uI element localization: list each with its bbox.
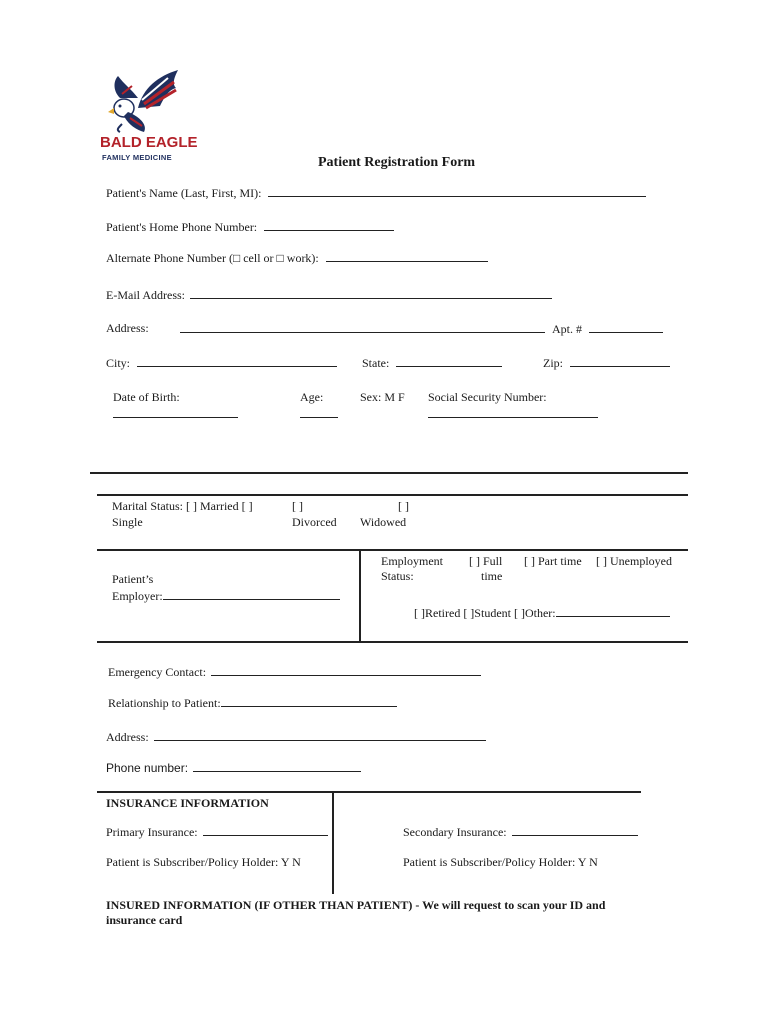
- address-line[interactable]: [180, 321, 545, 333]
- emergency-contact-line[interactable]: [211, 664, 481, 676]
- state-label: State:: [362, 356, 390, 370]
- patient-name-label: Patient's Name (Last, First, MI):: [106, 186, 262, 200]
- marital-divorced: Divorced: [292, 515, 337, 529]
- sex-label[interactable]: Sex: M F: [360, 390, 405, 404]
- divider: [332, 791, 334, 894]
- address-label: Address:: [106, 321, 149, 335]
- city-line[interactable]: [137, 355, 337, 367]
- relationship-line[interactable]: [221, 695, 397, 707]
- divider: [97, 641, 688, 643]
- logo-name: BALD EAGLE: [100, 134, 198, 151]
- dob-line[interactable]: [113, 406, 238, 418]
- divider: [97, 494, 688, 496]
- divider: [359, 549, 361, 642]
- employment-status-label-2: Status:: [381, 569, 414, 583]
- secondary-insurance-field[interactable]: [403, 824, 638, 840]
- alt-phone-line[interactable]: [326, 250, 488, 262]
- employment-status-label-1: Employment: [381, 554, 443, 568]
- address-field[interactable]: [180, 321, 663, 337]
- relationship-label: Relationship to Patient:: [108, 696, 221, 710]
- divorced-checkbox[interactable]: [ ]: [292, 499, 303, 513]
- patient-name-line[interactable]: [268, 185, 646, 197]
- patient-name-field[interactable]: [106, 185, 646, 201]
- secondary-insurance-line[interactable]: [512, 824, 638, 836]
- primary-insurance-line[interactable]: [203, 824, 328, 836]
- apt-line[interactable]: [589, 321, 663, 333]
- emergency-phone-label: Phone number:: [106, 761, 189, 775]
- widowed-checkbox[interactable]: [ ]: [398, 499, 409, 513]
- full-time-checkbox[interactable]: [ ] Full: [469, 554, 503, 568]
- part-time-checkbox[interactable]: [ ] Part time: [524, 554, 582, 568]
- other-options[interactable]: [414, 605, 670, 621]
- eagle-icon: [98, 68, 188, 138]
- employer-field[interactable]: [112, 588, 340, 604]
- employer-line[interactable]: [163, 588, 340, 600]
- emergency-contact-label: Emergency Contact:: [108, 665, 207, 679]
- alt-phone-field[interactable]: [106, 250, 488, 266]
- city-label: City:: [106, 356, 131, 370]
- marital-single: Single: [112, 515, 143, 529]
- insured-heading: INSURED INFORMATION (IF OTHER THAN PATIENT) - We will request to scan your ID and: [106, 898, 606, 912]
- form-title: Patient Registration Form: [318, 155, 476, 170]
- logo-subtitle: FAMILY MEDICINE: [102, 153, 172, 162]
- divider: [97, 549, 688, 551]
- emergency-address-line[interactable]: [154, 729, 486, 741]
- dob-label: Date of Birth:: [113, 390, 180, 404]
- unemployed-checkbox[interactable]: [ ] Unemployed: [596, 554, 672, 568]
- other-options-label[interactable]: [ ]Retired [ ]Student [ ]Other:: [414, 606, 556, 620]
- ssn-label: Social Security Number:: [428, 390, 547, 404]
- zip-label: Zip:: [543, 356, 563, 370]
- full-time-label-2: time: [481, 569, 503, 583]
- marital-status-label[interactable]: Marital Status: [ ] Married [ ]: [112, 499, 253, 513]
- zip-field[interactable]: [543, 355, 670, 371]
- insured-heading-cont: insurance card: [106, 913, 183, 927]
- email-line[interactable]: [190, 287, 552, 299]
- emergency-phone-line[interactable]: [193, 760, 361, 772]
- zip-line[interactable]: [570, 355, 670, 367]
- marital-widowed: Widowed: [360, 515, 407, 529]
- home-phone-field[interactable]: [106, 219, 394, 235]
- divider: [97, 791, 641, 793]
- relationship-field[interactable]: [108, 695, 397, 711]
- email-label: E-Mail Address:: [106, 288, 185, 302]
- emergency-address-field[interactable]: [106, 729, 486, 745]
- other-line[interactable]: [556, 605, 670, 617]
- insurance-heading: INSURANCE INFORMATION: [106, 796, 269, 810]
- age-label: Age:: [300, 390, 324, 404]
- divider: [90, 472, 688, 474]
- primary-policy-holder[interactable]: Patient is Subscriber/Policy Holder: Y N: [106, 855, 301, 869]
- emergency-phone-field[interactable]: [106, 760, 361, 775]
- emergency-contact-field[interactable]: [108, 664, 481, 680]
- primary-insurance-label: Primary Insurance:: [106, 825, 198, 839]
- primary-insurance-field[interactable]: [106, 824, 328, 840]
- employer-label-1: Patient’s: [112, 572, 154, 586]
- email-field[interactable]: [106, 287, 552, 303]
- secondary-insurance-label: Secondary Insurance:: [403, 825, 507, 839]
- home-phone-label: Patient's Home Phone Number:: [106, 220, 258, 234]
- home-phone-line[interactable]: [264, 219, 394, 231]
- state-line[interactable]: [396, 355, 502, 367]
- age-line[interactable]: [300, 406, 338, 418]
- state-field[interactable]: [362, 355, 502, 371]
- apt-label: Apt. #: [552, 322, 582, 336]
- logo: [98, 68, 198, 164]
- alt-phone-label: Alternate Phone Number (□ cell or □ work):: [106, 251, 319, 265]
- city-field[interactable]: [106, 355, 337, 371]
- ssn-line[interactable]: [428, 406, 598, 418]
- emergency-address-label: Address:: [106, 730, 149, 744]
- secondary-policy-holder[interactable]: Patient is Subscriber/Policy Holder: Y N: [403, 855, 598, 869]
- employer-label-2: Employer:: [112, 589, 163, 603]
